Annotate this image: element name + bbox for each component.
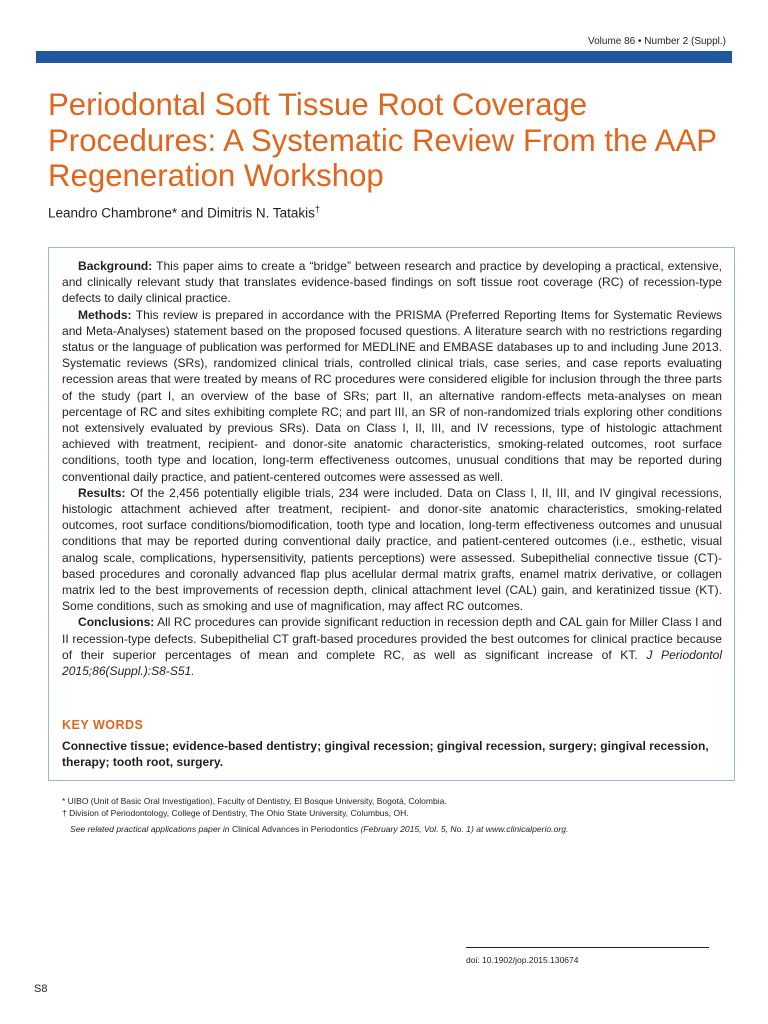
related-journal: Clinical Advances in Periodontics: [231, 824, 359, 834]
affiliation-2: † Division of Periodontology, College of Dentistry, The Ohio State University, Columbus, OH.: [62, 807, 409, 818]
related-suffix: (February 2015, Vol. 5, No. 1) at www.clinicalperio.org.: [358, 824, 569, 834]
conclusions-label: Conclusions:: [78, 615, 155, 630]
keywords-text: Connective tissue; evidence-based dentistry; gingival recession; gingival recession, surgery; gingival recession, therapy; tooth root, surgery.: [62, 739, 709, 770]
background-label: Background:: [78, 259, 153, 273]
methods-label: Methods:: [78, 307, 132, 322]
authors: [48, 204, 320, 221]
abstract-background: [62, 258, 722, 307]
page-number: S8: [34, 983, 48, 995]
background-text: This paper aims to create a “bridge” between research and practice by developing a practical, extensive, and clinically relevant study that translates evidence-based findings on soft tissue root coverage (RC) of recession-type defects to daily clinical practice.: [62, 259, 722, 306]
author-mark: †: [314, 204, 320, 214]
methods-text: This review is prepared in accordance with the PRISMA (Preferred Reporting Items for Systematic Reviews and Meta-Analyses) statement based on the proposed focused questions. A literature search with no restrictions regarding status or the language of publication was performed for MEDLINE and EMBASE databases up to and including June 2013. Systematic reviews (SRs), randomized clinical trials, controlled clinical trials, case series, and case reports evaluating recession areas that were treated by means of RC procedures were considered eligible for inclusion through the three parts of the study (part I, an overview of the base of SRs; part II, an alternative random-effects meta-analyses on mean percentage of RC and sites exhibiting complete RC; and part III, an SR of non-randomized trials exploring other conditions not extensively evaluated by previous SRs). Data on Class I, II, III, and IV recessions, type of histologic attachment achieved with treatment, recipient- and donor-site anatomic characteristics, smoking-related outcomes, root surface conditions, tooth type and location, long-term effectiveness outcomes, unusual conditions that may be reported during conventional daily practice, and patient-centered outcomes were assessed as well.: [62, 307, 722, 484]
results-label: Results:: [78, 485, 126, 500]
journal-citation: J Periodontol 2015;86(Suppl.):S8-S51.: [62, 647, 722, 679]
article-title: Periodontal Soft Tissue Root Coverage Procedures: A Systematic Review From the AAP Regeneration Workshop: [48, 87, 717, 193]
results-text: Of the 2,456 potentially eligible trials, 234 were included. Data on Class I, II, III, and IV gingival recessions, histologic attachment achieved after treatment, recipient- and donor-site anatomic characteristics, smoking-related outcomes, root surface conditions/biomodification, tooth type and location, long-term effectiveness outcomes and unusual conditions that may be reported during conventional daily practice, and patient-centered outcomes (i.e., esthetic, visual analog scale, complications, hypersensitivity, patients perceptions) were assessed. Subepithelial connective tissue (CT)-based procedures and coronally advanced flap plus acellular dermal matrix grafts, enamel matrix derivative, or collagen matrix led to the best improvements of recession depth, clinical attachment level (CAL) gain, and keratinized tissue (KT). Some conditions, such as smoking and use of magnification, may affect RC outcomes.: [62, 485, 722, 614]
abstract: [62, 258, 722, 679]
conclusions-text: All RC procedures can provide significant reduction in recession depth and CAL gain for Miller Class I and II recession-type defects. Subepithelial CT graft-based procedures provided the best outcomes for clinical practice because of their superior percentages of mean and complete RC, as well as significant increase of KT.: [62, 615, 722, 662]
author-names: Leandro Chambrone* and Dimitris N. Tatakis: [48, 205, 315, 221]
related-prefix: See related practical applications paper in: [70, 824, 232, 834]
affiliation-1: * UIBO (Unit of Basic Oral Investigation), Faculty of Dentistry, El Bosque University, Bogotá, Colombia.: [62, 796, 447, 806]
doi-rule: [466, 947, 709, 948]
affiliations: [62, 796, 722, 819]
header-rule: [36, 51, 732, 63]
keywords-title: KEY WORDS: [62, 718, 144, 732]
related-paper-note: [70, 824, 730, 834]
abstract-results: [62, 485, 722, 615]
abstract-methods: [62, 307, 722, 485]
doi: doi: 10.1902/jop.2015.130674: [466, 955, 579, 965]
abstract-conclusions: [62, 614, 722, 679]
volume-info: Volume 86 • Number 2 (Suppl.): [587, 36, 726, 47]
